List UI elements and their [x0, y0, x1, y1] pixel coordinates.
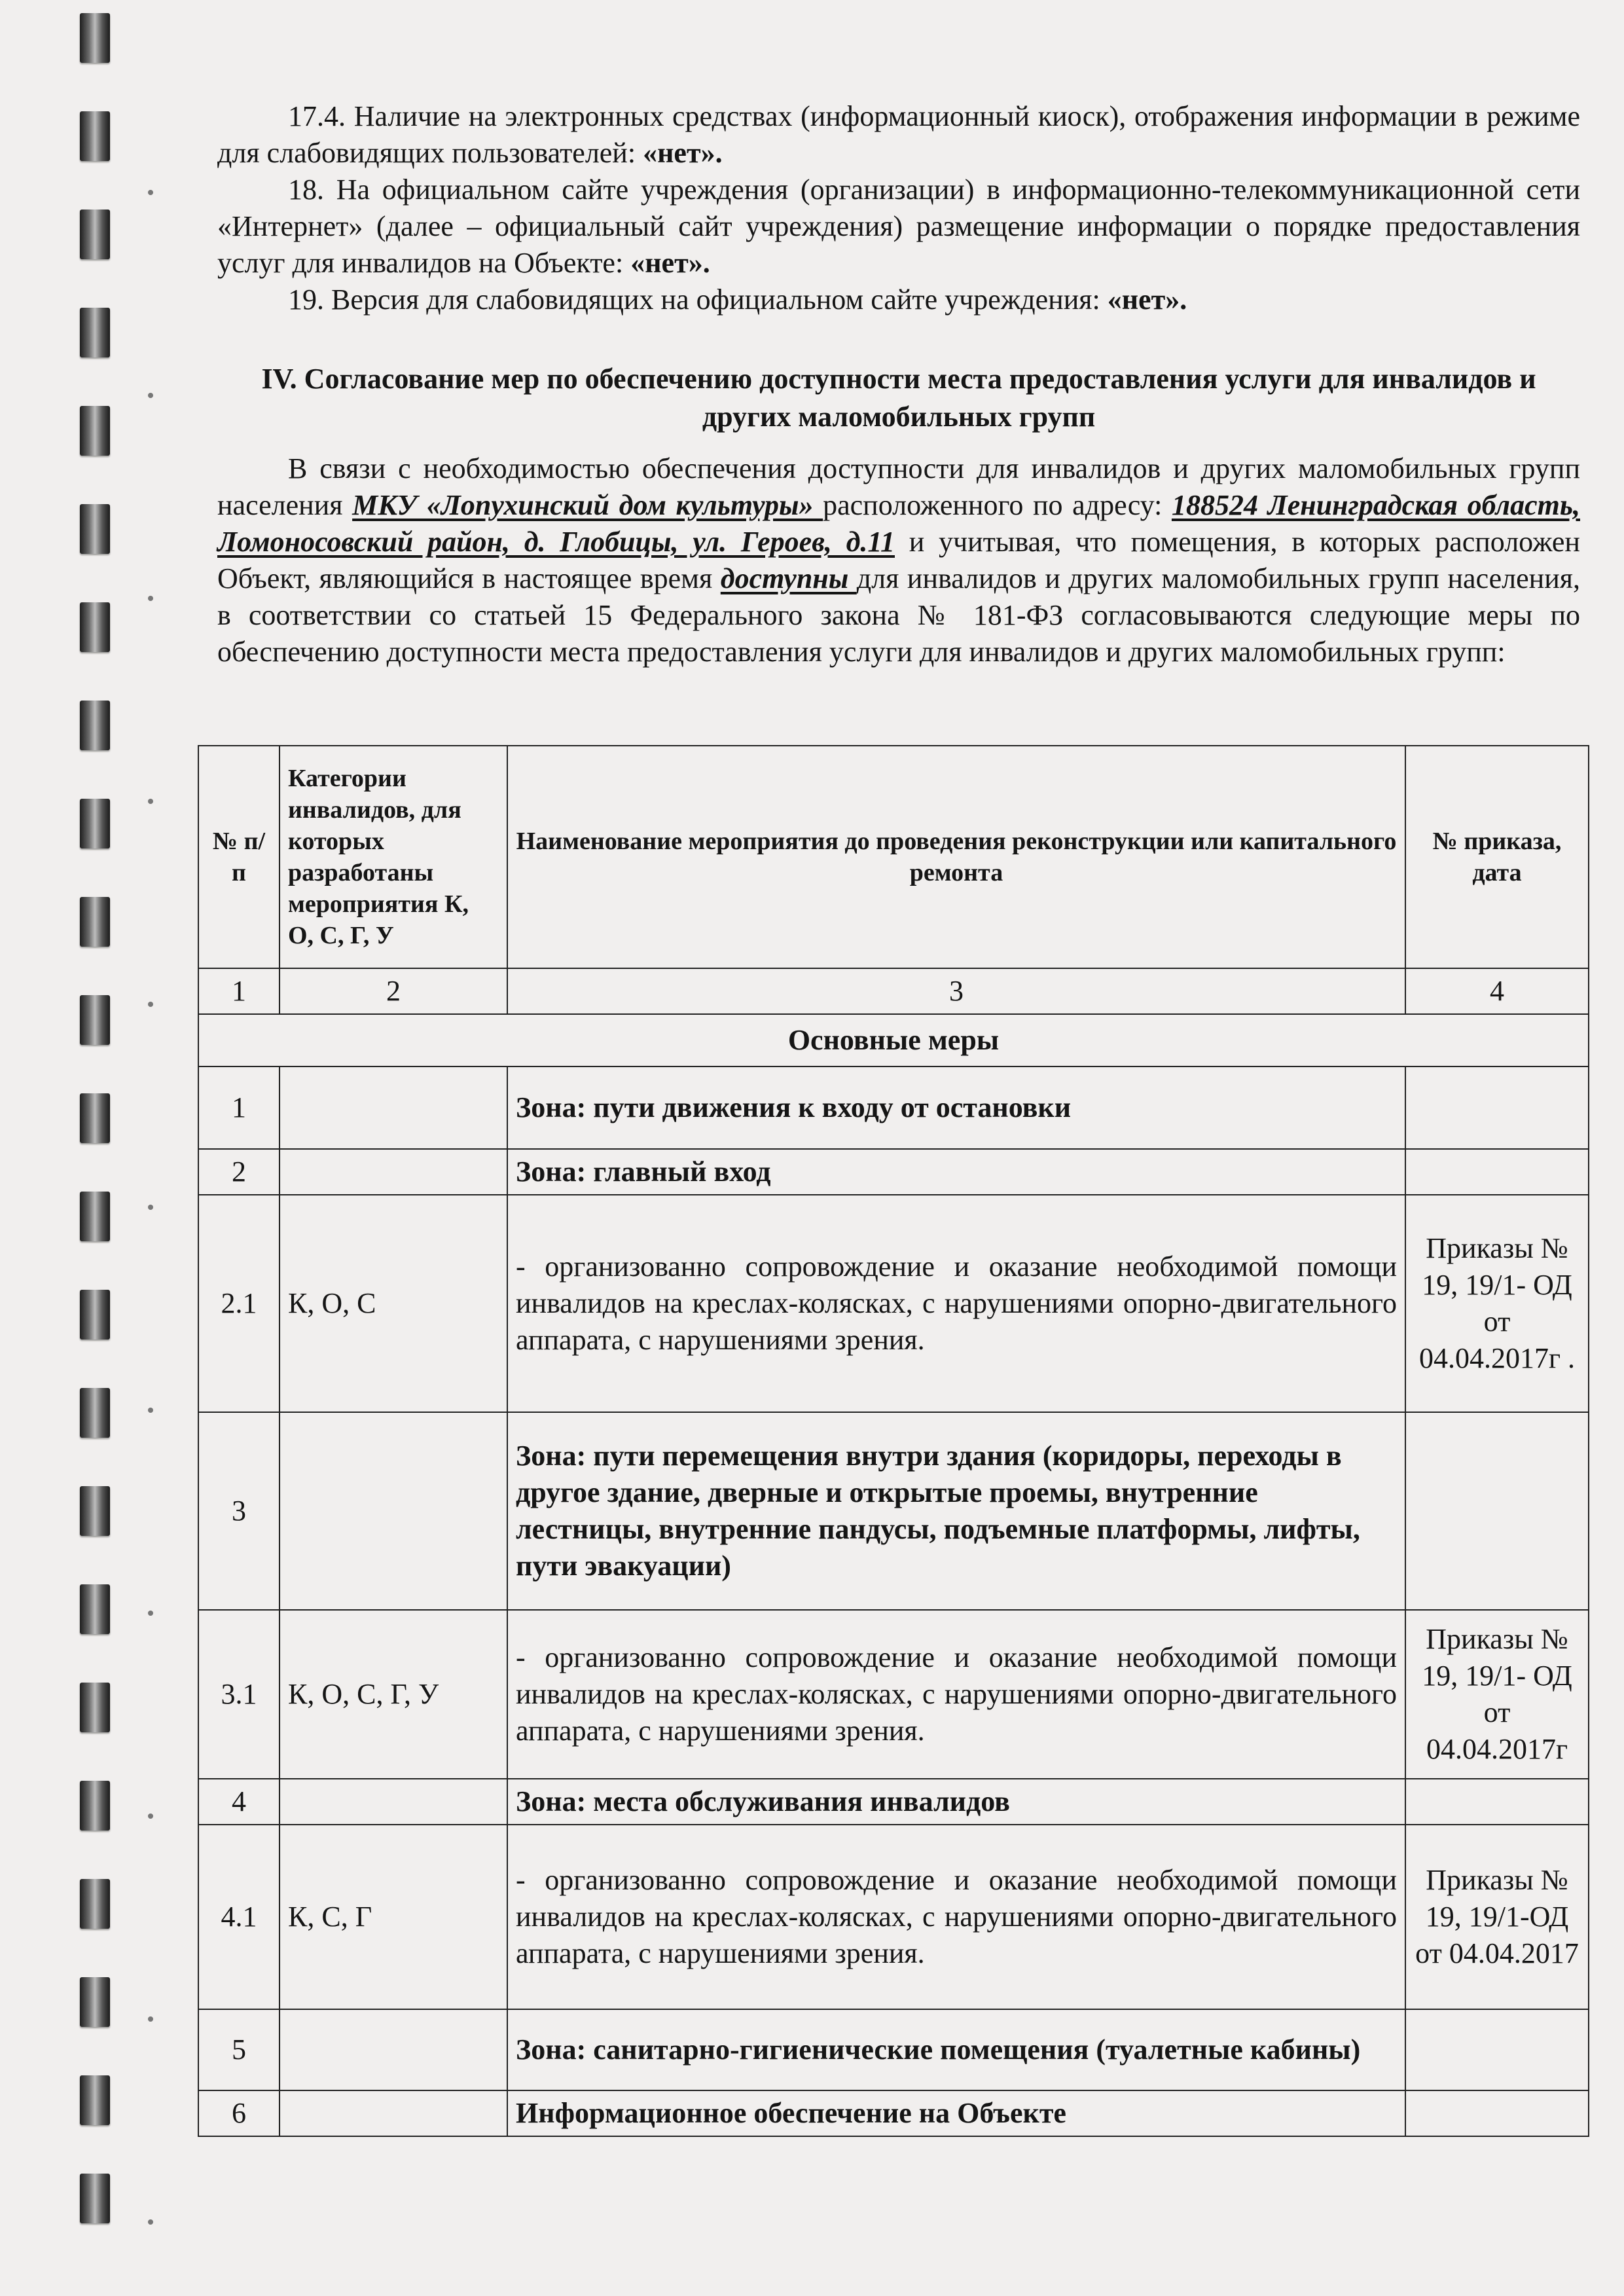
- paragraph-19-text: 19. Версия для слабовидящих на официальном сайте учреждения:: [288, 283, 1108, 316]
- table-row: [198, 1412, 1589, 1610]
- punch-hole: [148, 1205, 153, 1210]
- paragraph-18-answer: «нет».: [630, 247, 710, 279]
- group-title-row: [198, 1014, 1589, 1066]
- binding-ring: [80, 897, 110, 947]
- intro-paragraph: [217, 450, 1580, 670]
- binding-ring: [80, 1290, 110, 1339]
- row-zone-title: Зона: пути движения к входу от остановки: [507, 1066, 1405, 1149]
- binding-ring: [80, 2075, 110, 2125]
- table-row: [198, 1066, 1589, 1149]
- binding-ring: [80, 701, 110, 750]
- row-order: [1405, 1779, 1589, 1825]
- row-num: 3.1: [198, 1610, 280, 1779]
- measures-table: [198, 745, 1589, 2137]
- punch-hole: [148, 393, 153, 398]
- paragraph-19: [217, 282, 1580, 318]
- binding-ring: [80, 1486, 110, 1536]
- row-order: [1405, 1412, 1589, 1610]
- paragraph-19-answer: «нет».: [1107, 283, 1187, 316]
- row-num: 4.1: [198, 1825, 280, 2009]
- row-zone-title: Зона: пути перемещения внутри здания (коридоры, переходы в другое здание, дверные и открытые проемы, внутренние лестницы, внутренние пандусы, подъемные платформы, лифты, пути эвакуации): [507, 1412, 1405, 1610]
- row-categories: [280, 1066, 507, 1149]
- row-measure: - организованно сопровождение и оказание необходимой помощи инвалидов на креслах-колясках, с нарушениями опорно-двигательного аппарата, с нарушениями зрения.: [507, 1610, 1405, 1779]
- binding-ring: [80, 1781, 110, 1831]
- punch-hole: [148, 2016, 153, 2022]
- document-page: [217, 98, 1580, 670]
- table-row: [198, 2009, 1589, 2090]
- row-categories: К, С, Г: [280, 1825, 507, 2009]
- row-num: 2.1: [198, 1195, 280, 1412]
- table-row: [198, 1825, 1589, 2009]
- row-zone-title: Зона: главный вход: [507, 1149, 1405, 1195]
- paragraph-18: [217, 172, 1580, 282]
- row-zone-title: Зона: санитарно-гигиенические помещения (туалетные кабины): [507, 2009, 1405, 2090]
- intro-text-3: и учитывая, что помещения, в которых расположен Объект, являющийся в настоящее время: [217, 526, 1580, 594]
- row-num: 4: [198, 1779, 280, 1825]
- row-categories: [280, 2009, 507, 2090]
- punch-hole: [148, 1002, 153, 1007]
- group-title: Основные меры: [198, 1014, 1589, 1066]
- table-header-row: [198, 746, 1589, 968]
- paragraph-18-text: 18. На официальном сайте учреждения (организации) в информационно-телекоммуникационной сети «Интернет» (далее – официальный сайт учреждения) размещение информации о порядке предоставления услуг для инвалидов на Объекте:: [217, 173, 1580, 279]
- row-measure: - организованно сопровождение и оказание необходимой помощи инвалидов на креслах-колясках, с нарушениями опорно-двигательного аппарата, с нарушениями зрения.: [507, 1825, 1405, 2009]
- binding-ring: [80, 13, 110, 63]
- intro-text-2: расположенного по адресу:: [823, 489, 1172, 521]
- punch-hole: [148, 2219, 153, 2225]
- header-measure: Наименование мероприятия до проведения реконструкции или капитального ремонта: [507, 746, 1405, 968]
- table-row: [198, 1195, 1589, 1412]
- binding-ring: [80, 995, 110, 1045]
- punch-hole: [148, 1813, 153, 1819]
- intro-text-1: В связи с необходимостью обеспечения доступности для инвалидов и других маломобильных групп населения: [217, 452, 1580, 521]
- row-categories: [280, 1779, 507, 1825]
- header-num: № п/п: [198, 746, 280, 968]
- row-num: 6: [198, 2090, 280, 2136]
- punch-hole: [148, 596, 153, 601]
- row-zone-title: Зона: места обслуживания инвалидов: [507, 1779, 1405, 1825]
- table-row: [198, 1779, 1589, 1825]
- row-categories: [280, 1149, 507, 1195]
- column-number-row: [198, 968, 1589, 1014]
- table-row: [198, 1610, 1589, 1779]
- row-order: Приказы № 19, 19/1-ОД от 04.04.2017: [1405, 1825, 1589, 2009]
- row-categories: [280, 1412, 507, 1610]
- table-row: [198, 2090, 1589, 2136]
- binding-ring: [80, 1388, 110, 1438]
- row-order: [1405, 2009, 1589, 2090]
- paragraph-17-4-text: 17.4. Наличие на электронных средствах (информационный киоск), отображения информации в режиме для слабовидящих пользователей:: [217, 100, 1580, 169]
- row-categories: К, О, С, Г, У: [280, 1610, 507, 1779]
- table-row: [198, 1149, 1589, 1195]
- header-categories: Категории инвалидов, для которых разработаны мероприятия К, О, С, Г, У: [280, 746, 507, 968]
- column-number: 3: [507, 968, 1405, 1014]
- paragraph-17-4: [217, 98, 1580, 172]
- row-num: 5: [198, 2009, 280, 2090]
- row-num: 3: [198, 1412, 280, 1610]
- paragraph-17-4-answer: «нет».: [643, 137, 723, 169]
- binding-ring: [80, 504, 110, 554]
- row-order: Приказы № 19, 19/1- ОД от 04.04.2017г .: [1405, 1195, 1589, 1412]
- intro-text-4: для инвалидов и других маломобильных групп населения, в соответствии со статьей 15 Федерального закона № 181-ФЗ согласовываются следующие меры по обеспечению доступности места предоставления услуги для инвалидов и других маломобильных групп:: [217, 562, 1581, 668]
- accessibility-status: доступны: [720, 562, 857, 594]
- binding-ring: [80, 602, 110, 652]
- row-order: [1405, 2090, 1589, 2136]
- row-order: [1405, 1066, 1589, 1149]
- binding-ring: [80, 799, 110, 848]
- binding-ring: [80, 308, 110, 357]
- punch-hole: [148, 190, 153, 195]
- binding-ring: [80, 2174, 110, 2223]
- column-number: 2: [280, 968, 507, 1014]
- column-number: 1: [198, 968, 280, 1014]
- row-categories: [280, 2090, 507, 2136]
- row-order: [1405, 1149, 1589, 1195]
- binding-ring: [80, 406, 110, 456]
- binding-ring: [80, 1584, 110, 1634]
- section-title: IV. Согласование мер по обеспечению доступности места предоставления услуги для инвалидов и других маломобильных групп: [261, 363, 1536, 433]
- row-num: 2: [198, 1149, 280, 1195]
- column-number: 4: [1405, 968, 1589, 1014]
- binding-ring: [80, 1977, 110, 2027]
- binding-ring: [80, 1683, 110, 1732]
- row-order: Приказы № 19, 19/1- ОД от 04.04.2017г: [1405, 1610, 1589, 1779]
- spiral-binding: [0, 0, 151, 2296]
- row-zone-title: Информационное обеспечение на Объекте: [507, 2090, 1405, 2136]
- header-order: № приказа, дата: [1405, 746, 1589, 968]
- organization-address: 188524 Ленинградская область, Ломоносовский район, д. Глобицы, ул. Героев, д.11: [217, 489, 1580, 558]
- binding-ring: [80, 210, 110, 259]
- punch-hole: [148, 799, 153, 804]
- row-num: 1: [198, 1066, 280, 1149]
- organization-name: МКУ «Лопухинский дом культуры»: [352, 489, 823, 521]
- punch-hole: [148, 1408, 153, 1413]
- punch-hole: [148, 1611, 153, 1616]
- row-categories: К, О, С: [280, 1195, 507, 1412]
- binding-ring: [80, 1192, 110, 1241]
- binding-ring: [80, 1879, 110, 1929]
- row-measure: - организованно сопровождение и оказание необходимой помощи инвалидов на креслах-колясках, с нарушениями опорно-двигательного аппарата, с нарушениями зрения.: [507, 1195, 1405, 1412]
- binding-ring: [80, 1093, 110, 1143]
- binding-ring: [80, 111, 110, 161]
